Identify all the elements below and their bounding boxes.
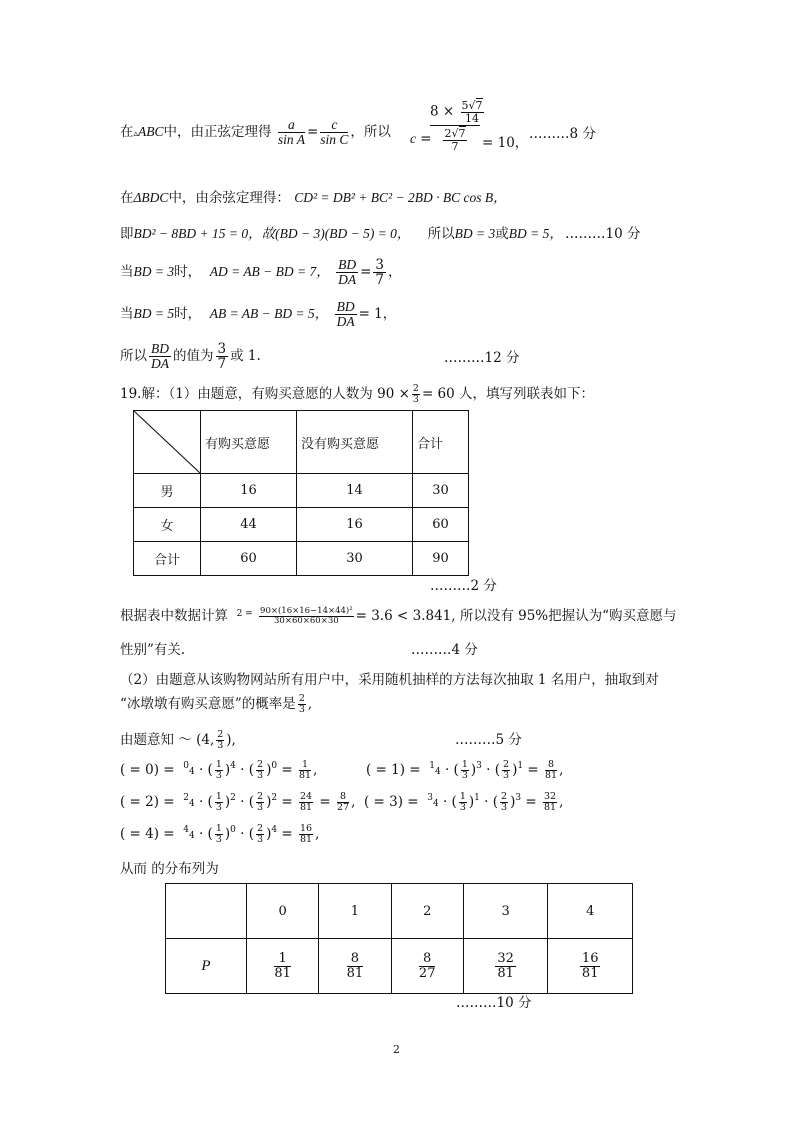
table-row: 合计 60 30 90 — [134, 542, 469, 576]
cosine-law-line: 在ΔBDC中，由余弦定理得： CD² = DB² + BC² − 2BD · BC cos B， — [120, 190, 507, 206]
chi-conclusion: 性别”有关. — [120, 642, 186, 658]
prob-4: ( = 4) = $^4$4 · ( $\frac{1}{3}$ )$^0$ · ( $\frac{2}{3}$ )$^4$ = $\frac{16}{81}$ , — [120, 823, 320, 845]
c-fraction: 8 × $\frac{5√7}{14}$ $\frac{2√7}{7}$ — [430, 99, 483, 153]
case-bd5: 当BD = 5时， AB = AB − BD = 5， $\frac{BD}{DA}$ = 1， — [120, 299, 397, 330]
conclusion-line: 所以 $\frac{BD}{DA}$ 的值为 $\frac{3}{7}$ 或 1. — [120, 341, 261, 373]
score-12: ………12 分 — [444, 350, 520, 366]
page-number: 2 — [393, 1043, 400, 1056]
header-willing: 有购买意愿 — [201, 411, 297, 474]
score-4: ………4 分 — [411, 642, 478, 658]
header-unwilling: 没有购买意愿 — [297, 411, 413, 474]
score-5: ………5 分 — [455, 732, 522, 748]
table-row: 0 1 2 3 4 — [166, 884, 633, 939]
c-label: c = — [410, 131, 432, 147]
binomial-line: 由题意知 ～ (4, $\frac{2}{3}$ ), — [120, 729, 236, 751]
prob-1: ( = 1) = $^1$4 · ( $\frac{1}{3}$ )$^3$ · ( $\frac{2}{3}$ )$^1$ = $\frac{8}{81}$ , — [366, 759, 564, 781]
part2-line1: （2）由题意从该购物网站所有用户中，采用随机抽样的方法每次抽取 1 名用户，抽取到对 — [120, 672, 659, 688]
distribution-table — [165, 883, 633, 994]
chi-square-line: 根据表中数据计算 $^{2 =}$ $\frac{\text{90×(16×16−14×44)²}}{30\times 60\times 60\times 30}$ = 3.6 < 3.841, 所以没有 95%把握认为“购买意愿与 — [120, 606, 677, 626]
prob-2: ( = 2) = $^2$4 · ( $\frac{1}{3}$ )$^2$ · ( $\frac{2}{3}$ )$^2$ = $\frac{24}{81}$ = $\frac{8}{27}$ , — [120, 791, 356, 813]
prob-3: ( = 3) = $^3$4 · ( $\frac{1}{3}$ )$^1$ · ( $\frac{2}{3}$ )$^3$ = $\frac{32}{81}$ , — [364, 791, 564, 813]
score-10a: ………10 分 — [565, 226, 641, 242]
part2-line2: “冰墩墩有购买意愿”的概率是 $\frac{2}{3}$ , — [120, 693, 313, 715]
score-10b: ………10 分 — [456, 995, 532, 1011]
header-total: 合计 — [413, 411, 469, 474]
contingency-table — [133, 410, 469, 576]
table-row: P $\frac{1}{81}$ $\frac{8}{81}$ $\frac{8}{27}$ $\frac{32}{81}$ $\frac{16}{81}$ — [166, 939, 633, 994]
case-bd3: 当BD = 3时， AD = AB − BD = 7， $\frac{BD}{DA}$ = $\frac{3}{7}$ ， — [120, 257, 402, 289]
score-8: ………8 分 — [529, 126, 596, 142]
table-row: 男 16 14 30 — [134, 474, 469, 508]
diagonal-cell — [134, 411, 201, 474]
sine-law-line: 在▵ABC中，由正弦定理得 $\frac{a}{\text{sin A}}$ = $\frac{c}{\text{sin C}}$ ，所以 — [120, 117, 391, 148]
c-value: = 10， — [482, 135, 529, 151]
distribution-label: 从而 的分布列为 — [120, 861, 219, 877]
score-2: ………2 分 — [430, 578, 497, 594]
q19-intro: 19.解：（1）由题意，有购买意愿的人数为 90 × $\frac{2}{3}$ = 60 人，填写列联表如下： — [120, 383, 595, 405]
table-row: 女 44 16 60 — [134, 508, 469, 542]
equation-line: 即BD² − 8BD + 15 = 0，故(BD − 3)(BD − 5) = 0， 所以BD = 3或BD = 5， — [120, 226, 563, 242]
prob-0: ( = 0) = $^0$4 · ( $\frac{1}{3}$ )$^4$ · ( $\frac{2}{3}$ )$^0$ = $\frac{1}{81}$ , — [120, 759, 318, 781]
